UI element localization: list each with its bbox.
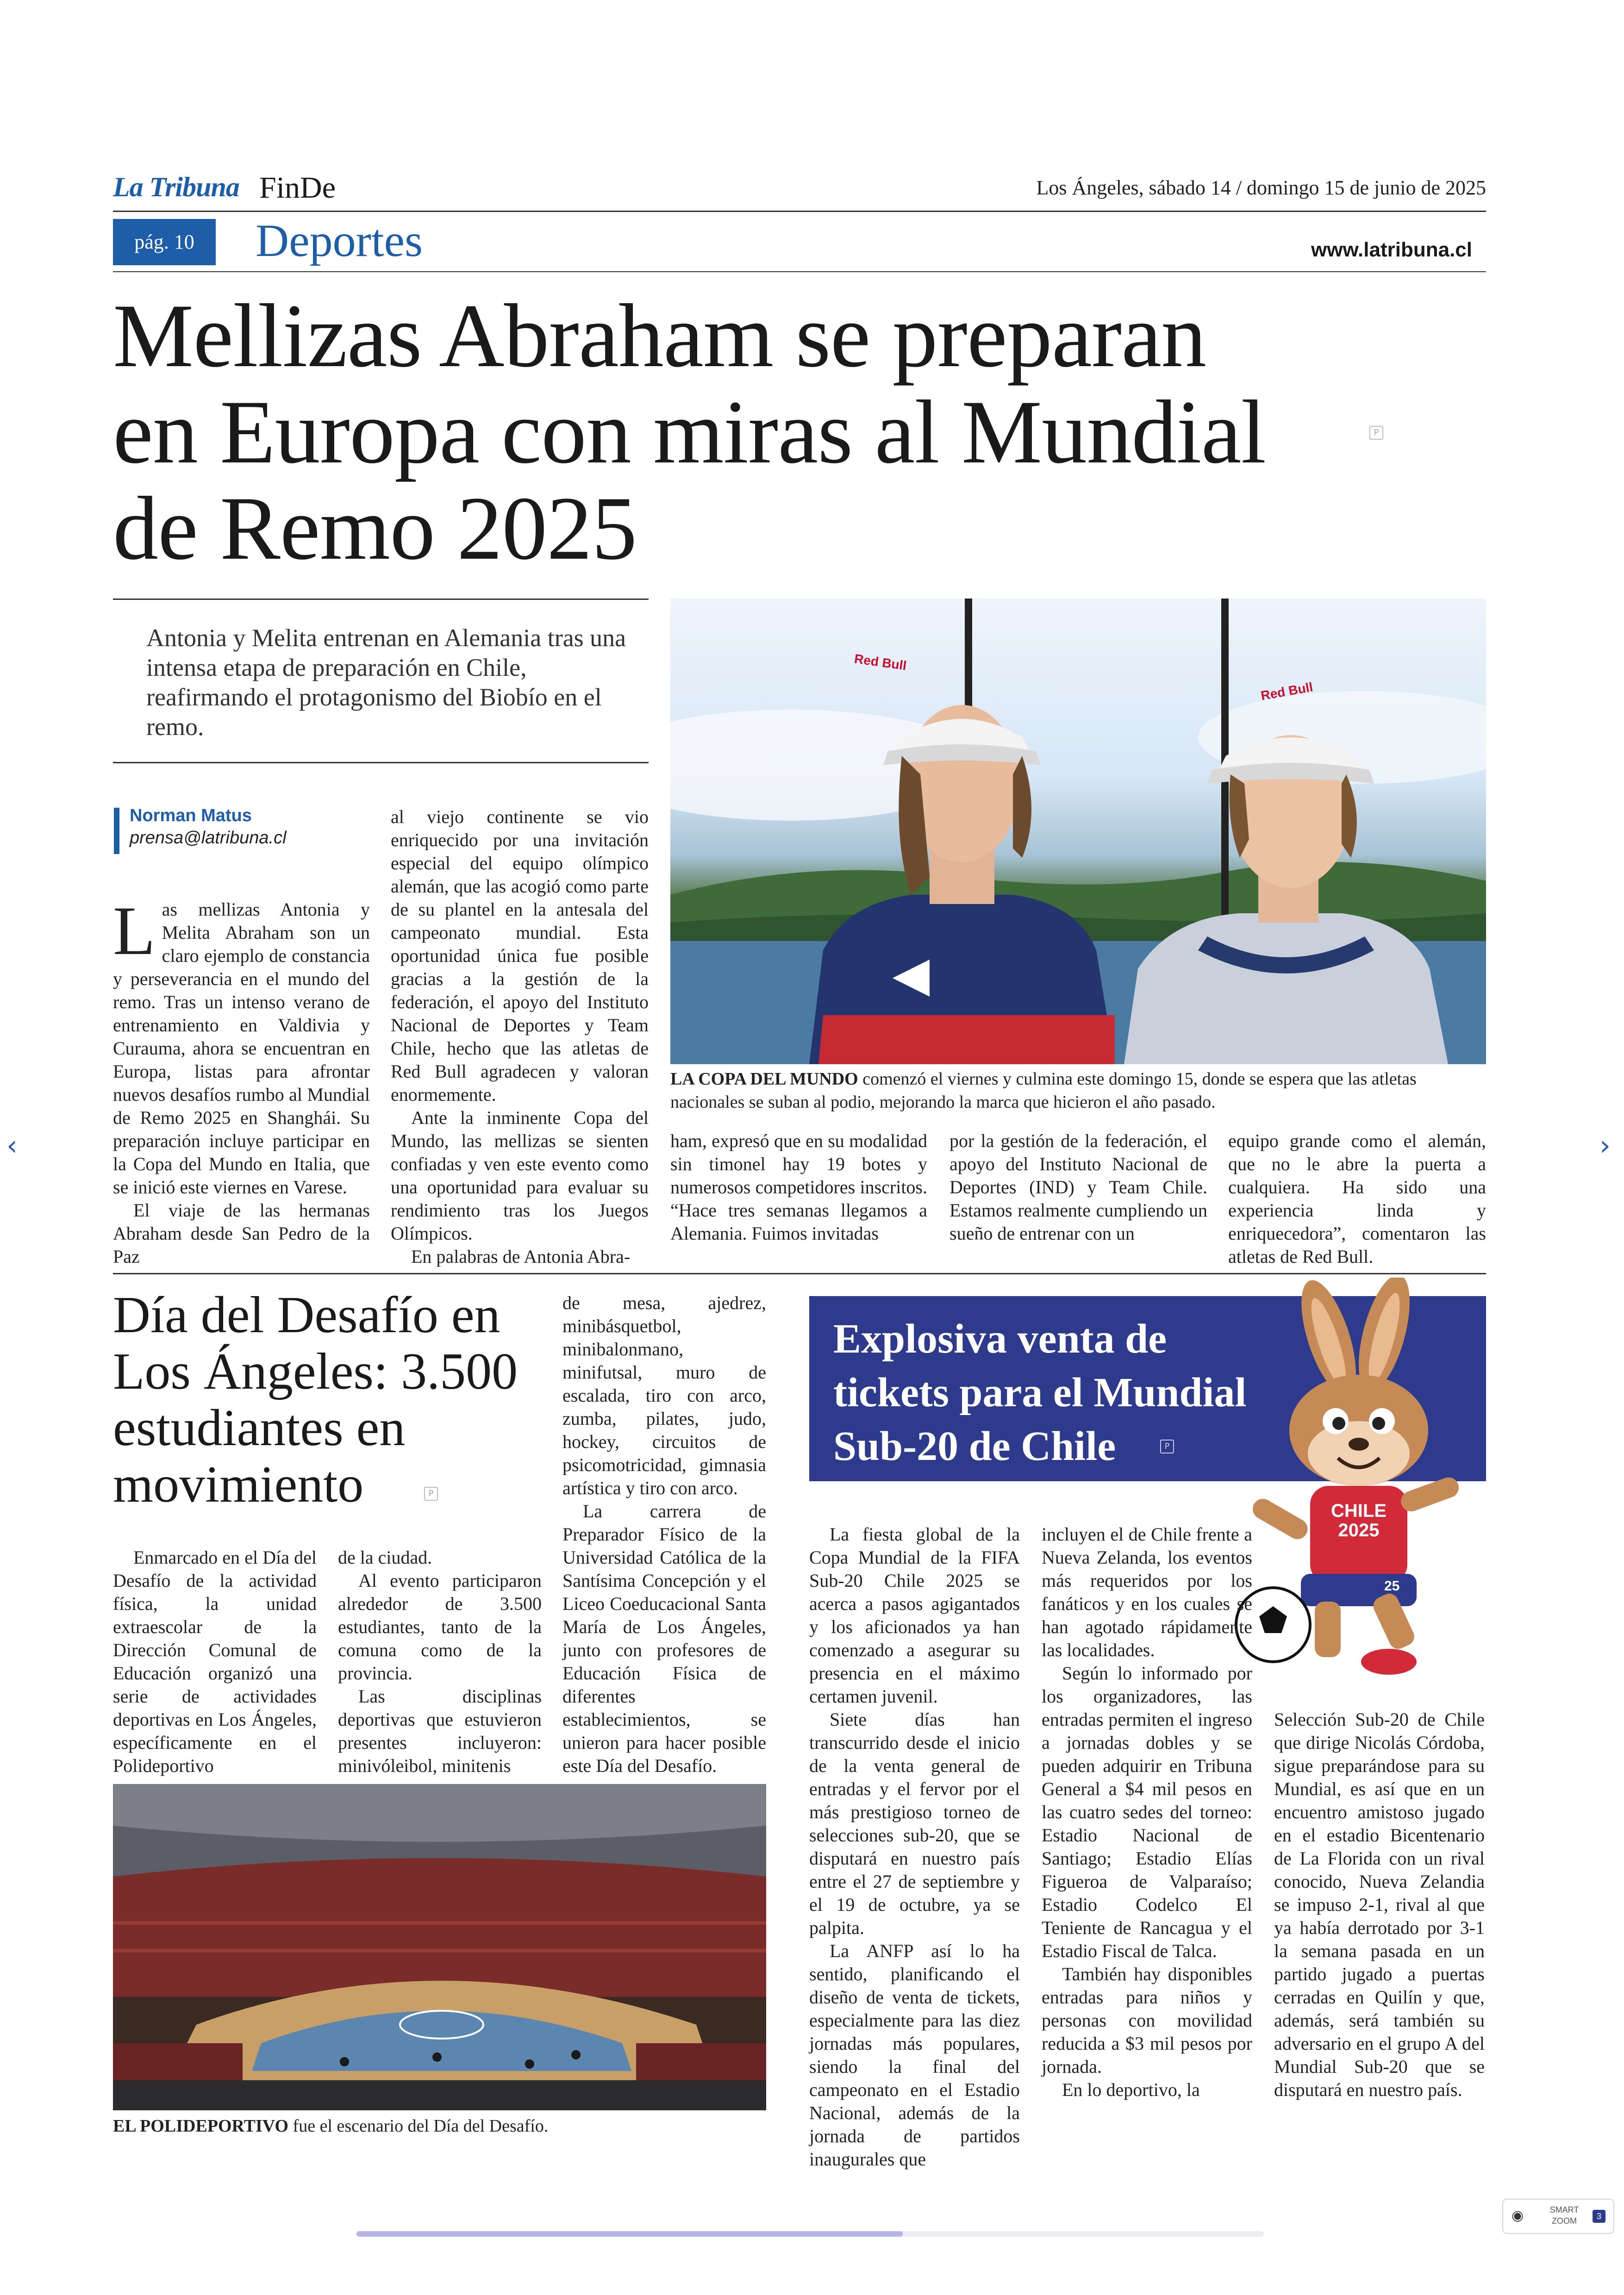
gym-photo: [113, 1784, 766, 2110]
main-col-5: [1228, 1129, 1486, 1268]
main-col-2-p1: al viejo continente se vio enriquecido por una invitación especial del equipo olímpico alemán, que las acogió como parte de su plantel en la antesala del campeonato mundial. Esta oportunidad única fue posible gracias a la gestión de la federación, el apoyo del Instituto Nacional de Deportes y Team Chile, hecho que las atletas de Red Bull agradecen y valoran enormemente.: [391, 806, 649, 1105]
desafio-headline-line-1: Día del Desafío en: [113, 1286, 500, 1344]
main-photo-art: [670, 599, 1486, 1064]
main-col-3-p1: ham, expresó que en su modalidad sin timonel hay 19 botes y numerosos competidores inscritos. “Hace tres semanas llegamos a Alemania. Fuimos invitadas: [670, 1130, 927, 1244]
mascot-shirt-text-2: 2025: [1338, 1520, 1380, 1540]
byline-bar: [114, 808, 119, 854]
logo: La Tribuna: [113, 172, 239, 202]
desafio-col-2-p1: de la ciudad.: [338, 1547, 432, 1568]
next-page-arrow[interactable]: ›: [1599, 1129, 1611, 1162]
tickets-col-1-p2: Siete días han transcurrido desde el inicio de la venta general de entradas y el fervor por el más prestigioso torneo de selecciones sub-20, que se disputará en nuestro país entre el 27 de septiembre y el 19 de octubre, ya se palpita.: [809, 1709, 1020, 1938]
main-headline: [113, 288, 1455, 577]
paragraph-marker-icon: P: [424, 1487, 438, 1501]
drop-cap: L: [113, 892, 156, 969]
main-col-3: [670, 1129, 927, 1245]
paragraph-marker-icon: P: [1369, 426, 1383, 440]
tickets-headline: [833, 1312, 1296, 1473]
main-photo-caption-text: comenzó el viernes y culmina este domingo 15, donde se espera que las atletas nacionales se suban al podio, mejorando la marca que hicieron el año pasado.: [670, 1069, 1417, 1112]
tickets-col-3-p1: Selección Sub-20 de Chile que dirige Nicolás Córdoba, sigue preparándose para su Mundial, es así que en un encuentro amistoso jugado en el estadio Bicentenario de La Florida con un rival conocido, Nueva Zelandia se impuso 2-1, rival al que ya había derrotado por 3-1 la semana pasada en un partido jugado a puertas cerradas en Quilín y que, además, será también su adversario en el grupo A del Mundial Sub-20 que se disputará en nuestro país.: [1274, 1709, 1485, 2100]
tickets-col-2-p2: Según lo informado por los organizadores, las entradas permiten el ingreso a jornadas dobles y se pueden adquirir en Tribuna General a $4 mil pesos en las cuatro sedes del torneo: Estadio Nacional de Santiago; Estadio Elías Figueroa de Valparaíso; Estadio Codelco El Teniente de Rancagua y el Estadio Fiscal de Talca.: [1042, 1663, 1252, 1961]
gym-photo-caption: [113, 2114, 766, 2138]
tickets-col-1: [809, 1523, 1020, 2171]
prev-page-arrow[interactable]: ‹: [6, 1129, 18, 1162]
main-col-2-p3: En palabras de Antonia Abra-: [411, 1246, 631, 1267]
gym-photo-caption-bold: EL POLIDEPORTIVO: [113, 2116, 289, 2136]
header-rule: [113, 211, 1486, 212]
mascot-shirt-text-1: CHILE: [1331, 1501, 1387, 1521]
lead-rule-top: [113, 599, 649, 600]
desafio-col-3: [562, 1291, 766, 1777]
desafio-headline-line-4: movimiento: [113, 1456, 364, 1513]
desafio-headline-line-2: Los Ángeles: 3.500: [113, 1343, 518, 1400]
gym-photo-caption-text: fue el escenario del Día del Desafío.: [288, 2116, 549, 2136]
mascot-art: [1231, 1278, 1491, 1685]
desafio-col-2-p3: Las disciplinas deportivas que estuvieron presentes incluyeron: minivóleibol, minitenis: [338, 1686, 542, 1776]
visor-logo-right: Red Bull: [1260, 680, 1314, 703]
gym-photo-art: [113, 1784, 766, 2110]
dateline: Los Ángeles, sábado 14 / domingo 15 de junio de 2025: [1036, 176, 1486, 199]
desafio-headline: [113, 1287, 576, 1513]
main-col-1-p1: as mellizas Antonia y Melita Abraham son un claro ejemplo de constancia y perseverancia en el mundo del remo. Tras un intenso verano de entrenamiento en Valdivia y Curauma, ahora se encuentran en Europa, listas para afrontar nuevos desafíos rumbo al Mundial de Remo 2025 en Shanghái. Su preparación incluye participar en la Copa del Mundo en Italia, que se inició este viernes en Varese.: [113, 899, 370, 1197]
main-col-2: [391, 805, 649, 1268]
smart-zoom-control[interactable]: [1502, 2199, 1614, 2234]
zoom-badge: 3: [1593, 2210, 1605, 2223]
tickets-headline-line-3: Sub-20 de Chile: [833, 1423, 1116, 1469]
main-col-4: [949, 1129, 1207, 1245]
desafio-col-2-p2: Al evento participaron alrededor de 3.500 estudiantes, tanto de la comuna como de la provincia.: [338, 1570, 542, 1684]
main-col-2-p2: Ante la inminente Copa del Mundo, las mellizas se sienten confiadas y ven este evento como una oportunidad para evaluar su rendimiento tras los Juegos Olímpicos.: [391, 1107, 649, 1244]
desafio-col-3-p1: de mesa, ajedrez, minibásquetbol, minibalonmano, minifutsal, muro de escalada, tiro con arco, zumba, pilates, judo, hockey, circuitos de psicomotricidad, gimnasia artística y tiro con arco.: [562, 1292, 766, 1498]
tickets-col-2-p1: incluyen el de Chile frente a Nueva Zelanda, los eventos más requeridos por los fanáticos y en los cuales se han agotado rápidamente las localidades.: [1042, 1524, 1252, 1660]
main-headline-line-2: en Europa con miras al Mundial: [113, 382, 1266, 482]
smart-zoom-label: SMART ZOOM: [1549, 2205, 1579, 2226]
main-photo-caption: [670, 1067, 1486, 1114]
main-lead: Antonia y Melita entrenan en Alemania tras una intensa etapa de preparación en Chile, reafirmando el protagonismo del Biobío en el remo.: [146, 624, 626, 741]
main-col-1-p2: El viaje de las hermanas Abraham desde San Pedro de la Paz: [113, 1200, 370, 1267]
website: www.latribuna.cl: [1311, 238, 1472, 261]
author-email: prensa@latribuna.cl: [130, 828, 287, 848]
main-col-5-p1: equipo grande como el alemán, que no le abre la puerta a cualquiera. Ha sido una experiencia linda y enriquecedora”, comentaron las atletas de Red Bull.: [1228, 1130, 1486, 1267]
desafio-col-1-p1: Enmarcado en el Día del Desafío de la actividad física, la unidad extraescolar de la Dirección Comunal de Educación organizó una serie de actividades deportivas en Los Ángeles, específicamente en el Polideportivo: [113, 1547, 317, 1776]
tickets-headline-line-2: tickets para el Mundial: [833, 1370, 1247, 1416]
page-label: pág. 10: [113, 219, 216, 265]
lead-rule-bottom: [113, 762, 649, 763]
main-col-4-p1: por la gestión de la federación, el apoyo del Instituto Nacional de Deportes (IND) y Team Chile. Estamos realmente cumpliendo un sueño de entrenar con un: [949, 1130, 1207, 1244]
main-col-1: [113, 892, 370, 1268]
mid-rule: [113, 1273, 1486, 1274]
section-rule: [113, 271, 1486, 272]
main-photo-caption-bold: LA COPA DEL MUNDO: [670, 1069, 858, 1089]
desafio-col-3-p2: La carrera de Preparador Físico de la Universidad Católica de la Santísima Concepción y el Liceo Coeducacional Santa María de Los Ángeles, junto con profesores de Educación Física de diferentes establecimientos, se unieron para hacer posible este Día del Desafío.: [562, 1501, 766, 1776]
mascot-illustration: [1231, 1278, 1491, 1685]
main-headline-line-1: Mellizas Abraham se preparan: [113, 286, 1206, 386]
paragraph-marker-icon: P: [1160, 1440, 1174, 1453]
tickets-col-1-p3: La ANFP así lo ha sentido, planificando el diseño de venta de tickets, especialmente para las diez jornadas más populares, siendo la final del campeonato en el Estadio Nacional, además de la jornada de partidos inaugurales que: [809, 1940, 1020, 2170]
tickets-col-1-p1: La fiesta global de la Copa Mundial de la FIFA Sub-20 Chile 2025 se acerca a pasos agigantados y los aficionados ya han comenzado a asegurar su presencia en el máximo certamen juvenil.: [809, 1524, 1020, 1707]
tickets-col-3: [1274, 1708, 1485, 2102]
tickets-col-2-p3: También hay disponibles entradas para niños y personas con movilidad reducida a $3 mil pesos por jornada.: [1042, 1964, 1252, 2077]
section-brand: FinDe: [259, 171, 336, 205]
desafio-headline-line-3: estudiantes en: [113, 1399, 406, 1457]
visor-logo-left: Red Bull: [853, 651, 908, 673]
section-title: Deportes: [256, 215, 423, 266]
main-photo: [670, 599, 1486, 1064]
desafio-col-2: [338, 1546, 542, 1777]
eye-icon: ◉: [1512, 2208, 1524, 2224]
author-name: Norman Matus: [130, 806, 252, 825]
tickets-col-2-p4: En lo deportivo, la: [1062, 2079, 1200, 2100]
page-scroll-thumb[interactable]: [356, 2231, 903, 2237]
tickets-col-2: [1042, 1523, 1252, 2102]
mascot-number: 25: [1384, 1578, 1400, 1594]
desafio-col-1: [113, 1546, 317, 1777]
tickets-headline-line-1: Explosiva venta de: [833, 1316, 1167, 1362]
main-headline-line-3: de Remo 2025: [113, 478, 637, 579]
